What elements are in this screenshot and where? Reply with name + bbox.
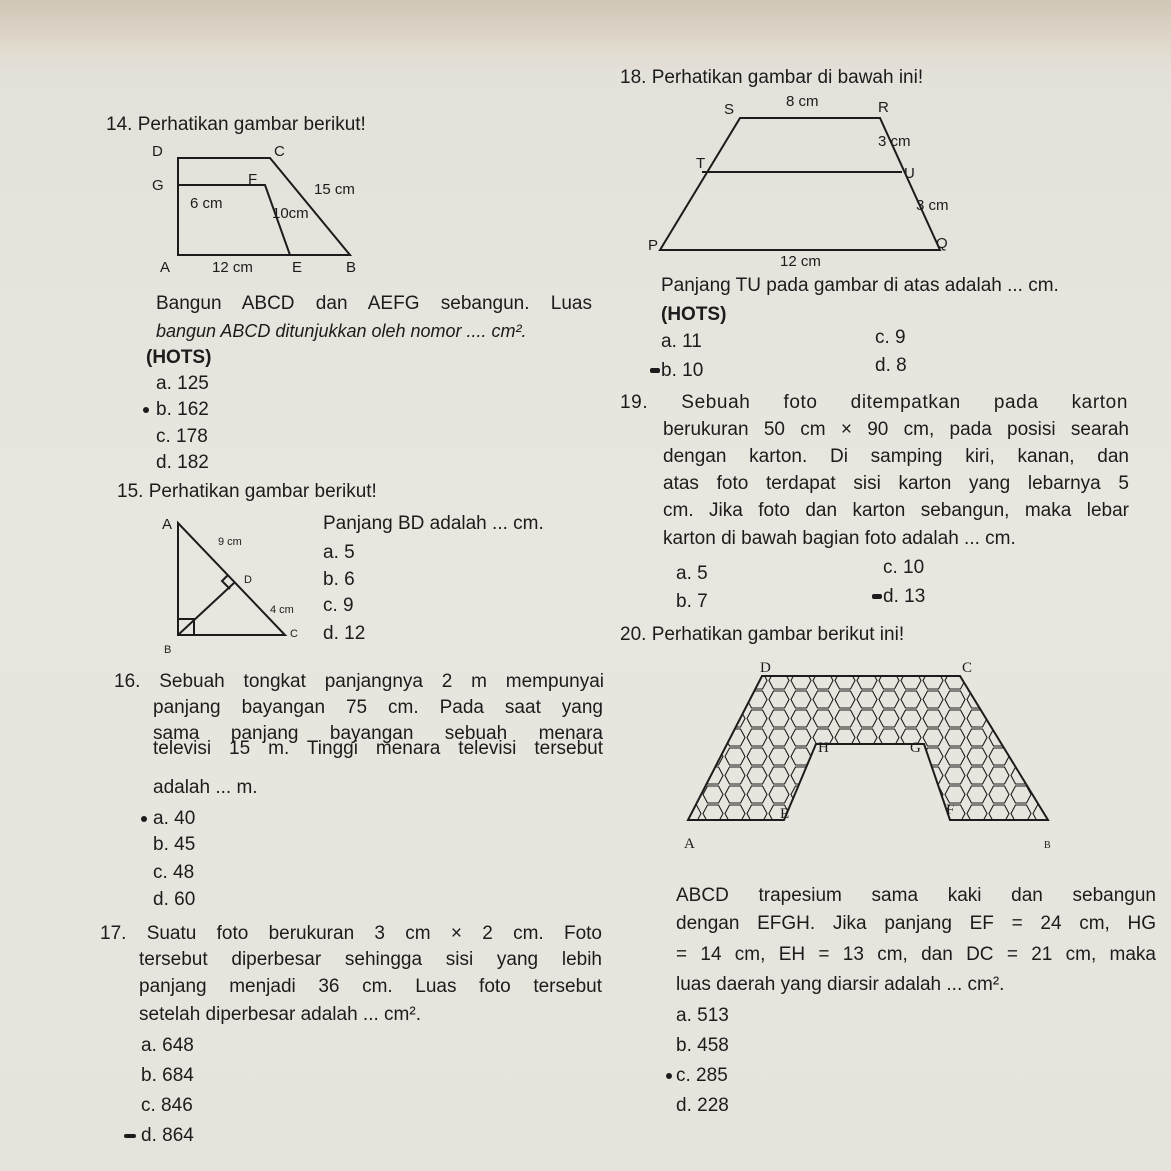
q15-option-b: b. 6 [323, 569, 355, 590]
q18-length-12: 12 cm [780, 253, 821, 270]
q19-line-4: atas foto terdapat sisi karton yang lebarnya 5 [663, 473, 1129, 494]
q18-label-p: P [648, 237, 659, 254]
q15-label-b: B [164, 644, 172, 656]
q15-length-4: 4 cm [270, 604, 294, 616]
q20-option-a: a. 513 [676, 1005, 729, 1026]
q14-label-c: C [274, 143, 285, 160]
q17-option-a: a. 648 [141, 1035, 194, 1056]
q16-option-c: c. 48 [153, 862, 195, 883]
q14-label-d: D [152, 143, 163, 160]
q14-label-b: B [346, 259, 357, 276]
q17-line-4: setelah diperbesar adalah ... cm². [139, 1004, 421, 1025]
q19-line-3: dengan karton. Di samping kiri, kanan, dan [663, 446, 1129, 467]
q18-option-a: a. 11 [661, 331, 702, 352]
q15-question: Panjang BD adalah ... cm. [323, 513, 544, 534]
q20-option-b: b. 458 [676, 1035, 729, 1056]
q14-label-a: A [160, 259, 171, 276]
q15-title: 15. Perhatikan gambar berikut! [117, 481, 377, 502]
q18-figure [640, 90, 970, 270]
q14-option-a: a. 125 [156, 373, 209, 394]
q18-length-8: 8 cm [786, 93, 819, 110]
q18-question: Panjang TU pada gambar di atas adalah ... cm. [661, 275, 1059, 296]
q18-option-c: c. 9 [875, 327, 906, 348]
q17-line-1: 17. Suatu foto berukuran 3 cm × 2 cm. Foto [100, 923, 602, 944]
q14-line-1: Bangun ABCD dan AEFG sebangun. Luas [156, 293, 592, 314]
q20-line-4: luas daerah yang diarsir adalah ... cm². [676, 974, 1005, 995]
q14-option-b: b. 162 [156, 399, 209, 420]
q20-line-2: dengan EFGH. Jika panjang EF = 24 cm, HG [676, 913, 1156, 934]
q19-line-1: 19. Sebuah foto ditempatkan pada karton [620, 392, 1128, 413]
q14-hots: (HOTS) [146, 347, 212, 368]
q17-option-c: c. 846 [141, 1095, 193, 1116]
q15-label-d: D [244, 574, 252, 586]
q19-line-6: karton di bawah bagian foto adalah ... cm. [663, 528, 1016, 549]
q18-label-s: S [724, 101, 735, 118]
q16-line-4: televisi 15 m. Tinggi menara televisi tersebut [153, 738, 603, 759]
q16-line-3: sama panjang bayangan sebuah menara [153, 723, 603, 744]
answer-mark [666, 1073, 672, 1079]
q20-label-d: D [760, 660, 771, 676]
q20-label-a: A [684, 836, 695, 852]
q17-line-2: tersebut diperbesar sehingga sisi yang lebih [139, 949, 602, 970]
q15-label-a: A [162, 516, 173, 533]
q20-figure [680, 652, 1070, 852]
q19-option-b: b. 7 [676, 591, 708, 612]
answer-mark [650, 368, 660, 373]
answer-mark [141, 816, 147, 822]
q20-label-f: F [946, 802, 955, 818]
q14-option-d: d. 182 [156, 452, 209, 473]
q20-option-c: c. 285 [676, 1065, 728, 1086]
q18-option-d: d. 8 [875, 355, 907, 376]
q15-figure [160, 515, 310, 655]
q18-label-t: T [696, 155, 706, 172]
q19-option-a: a. 5 [676, 563, 708, 584]
q20-line-1: ABCD trapesium sama kaki dan sebangun [676, 885, 1156, 906]
q20-shaded-region [688, 676, 1048, 820]
q14-length-6: 6 cm [190, 195, 223, 212]
q14-line-2: bangun ABCD ditunjukkan oleh nomor .... cm². [156, 321, 527, 341]
q20-title: 20. Perhatikan gambar berikut ini! [620, 624, 905, 645]
q18-label-u: U [904, 165, 915, 182]
answer-mark [143, 407, 149, 413]
q17-option-d: d. 864 [141, 1125, 194, 1146]
q19-option-c: c. 10 [883, 557, 925, 578]
q20-label-h: H [818, 740, 829, 756]
q19-line-2: berukuran 50 cm × 90 cm, pada posisi searah [663, 419, 1129, 440]
q15-option-c: c. 9 [323, 595, 354, 616]
q18-hots: (HOTS) [661, 304, 727, 325]
q14-length-15: 15 cm [314, 181, 355, 198]
answer-mark [124, 1134, 136, 1138]
q18-length-3b: 3 cm [916, 197, 949, 214]
q14-length-12: 12 cm [212, 259, 253, 276]
q20-option-d: d. 228 [676, 1095, 729, 1116]
q16-option-b: b. 45 [153, 834, 196, 855]
q14-figure [150, 140, 380, 280]
q16-line-5: adalah ... m. [153, 777, 258, 798]
q19-line-5: cm. Jika foto dan karton sebangun, maka lebar [663, 500, 1129, 521]
q15-option-a: a. 5 [323, 542, 355, 563]
q19-option-d: d. 13 [883, 586, 926, 607]
q14-option-c: c. 178 [156, 426, 208, 447]
q16-line-1: 16. Sebuah tongkat panjangnya 2 m mempunyai [114, 671, 604, 692]
q18-option-b: b. 10 [661, 360, 704, 381]
q20-label-g: G [910, 740, 921, 756]
q17-option-b: b. 684 [141, 1065, 194, 1086]
q20-label-b: B [1044, 840, 1051, 851]
q15-length-9: 9 cm [218, 536, 242, 548]
q16-option-a: a. 40 [153, 808, 196, 829]
q18-label-q: Q [936, 235, 948, 252]
q18-title: 18. Perhatikan gambar di bawah ini! [620, 67, 924, 88]
answer-mark [872, 594, 882, 599]
paper-top-edge [0, 0, 1171, 75]
q15-option-d: d. 12 [323, 623, 366, 644]
q20-line-3: = 14 cm, EH = 13 cm, dan DC = 21 cm, maka [676, 944, 1156, 965]
q14-label-e: E [292, 259, 303, 276]
q17-line-3: panjang menjadi 36 cm. Luas foto tersebut [139, 976, 602, 997]
q18-length-3a: 3 cm [878, 133, 911, 150]
q20-label-e: E [780, 806, 790, 822]
q14-label-g: G [152, 177, 164, 194]
q15-label-c: C [290, 628, 298, 640]
q14-label-f: F [248, 171, 258, 188]
q16-line-2: panjang bayangan 75 cm. Pada saat yang [153, 697, 603, 718]
q14-length-10: 10cm [272, 205, 309, 222]
q16-option-d: d. 60 [153, 889, 196, 910]
q18-label-r: R [878, 99, 889, 116]
q14-title: 14. Perhatikan gambar berikut! [106, 114, 366, 135]
q20-label-c: C [962, 660, 973, 676]
